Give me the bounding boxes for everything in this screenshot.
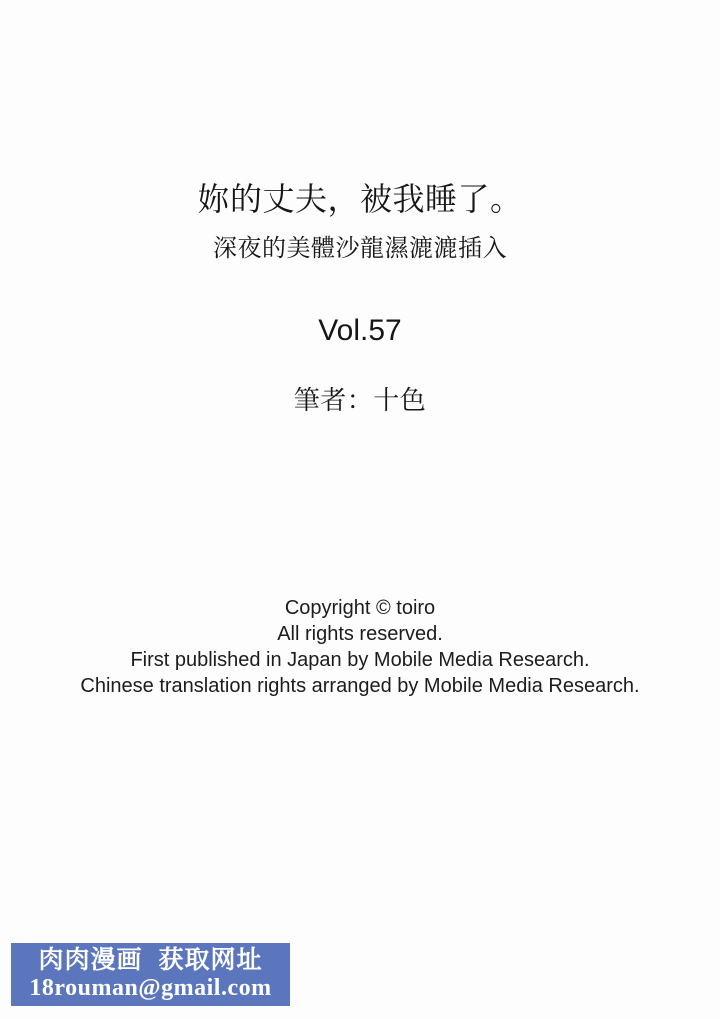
copyright-line: All rights reserved. <box>277 623 443 645</box>
volume-label: Vol.57 <box>318 314 402 347</box>
copyright-line: Chinese translation rights arranged by Mobile Media Research. <box>80 675 640 697</box>
copyright-line: First published in Japan by Mobile Media Research. <box>130 649 590 671</box>
copyright-block <box>0 595 720 699</box>
watermark-site-text: 肉肉漫画 获取网址 <box>38 946 263 974</box>
watermark-banner <box>11 943 290 1006</box>
page-title: 妳的丈夫，被我睡了。 <box>197 181 523 217</box>
page-subtitle: 深夜的美體沙龍濕漉漉插入 <box>213 235 507 262</box>
watermark-email: 18rouman@gmail.com <box>29 975 272 1001</box>
author-line: 筆者：十色 <box>293 385 427 415</box>
copyright-line: Copyright © toiro <box>284 597 436 619</box>
